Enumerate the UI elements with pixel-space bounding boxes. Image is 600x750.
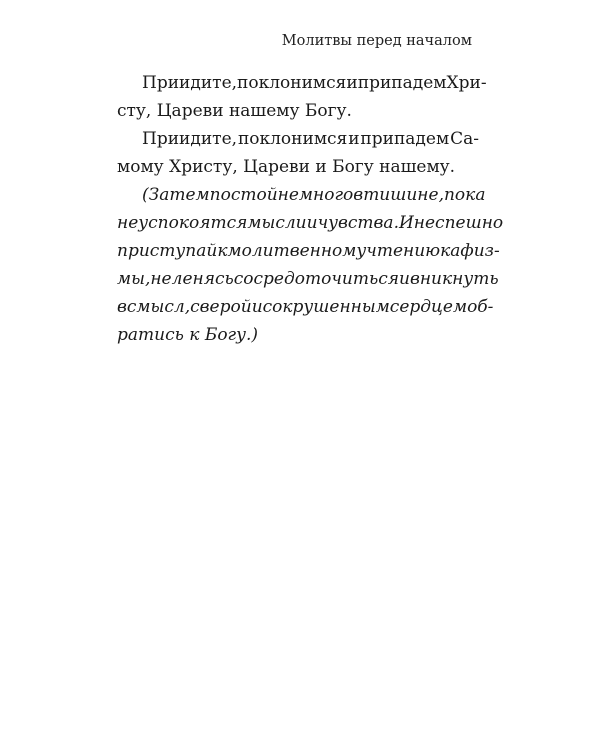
text-line: ратись к Богу.) bbox=[117, 325, 259, 345]
text-line: Приидите, поклонимся и припадем Са- bbox=[142, 129, 479, 149]
text-line: не успокоятся мысли и чувства. И неспешно bbox=[117, 213, 504, 233]
text-line: мы, не ленясь сосредоточиться и вникнуть bbox=[117, 269, 499, 289]
text-line: мому Христу, Цареви и Богу нашему. bbox=[117, 157, 456, 177]
paragraph bbox=[117, 69, 487, 125]
text-line: сту, Цареви нашему Богу. bbox=[117, 101, 352, 121]
paragraph bbox=[117, 125, 479, 181]
text-line: Приидите, поклонимся и припадем Хри- bbox=[142, 73, 487, 93]
text-line: (Затем постой немного в тишине, пока bbox=[142, 185, 486, 205]
body-text bbox=[117, 69, 504, 349]
text-line: в смысл, с верой и сокрушенным сердцем об- bbox=[117, 297, 494, 317]
text-line: приступай к молитвенному чтению кафиз- bbox=[117, 241, 500, 261]
paragraph bbox=[117, 181, 504, 349]
running-head: Молитвы перед началом bbox=[281, 33, 472, 49]
